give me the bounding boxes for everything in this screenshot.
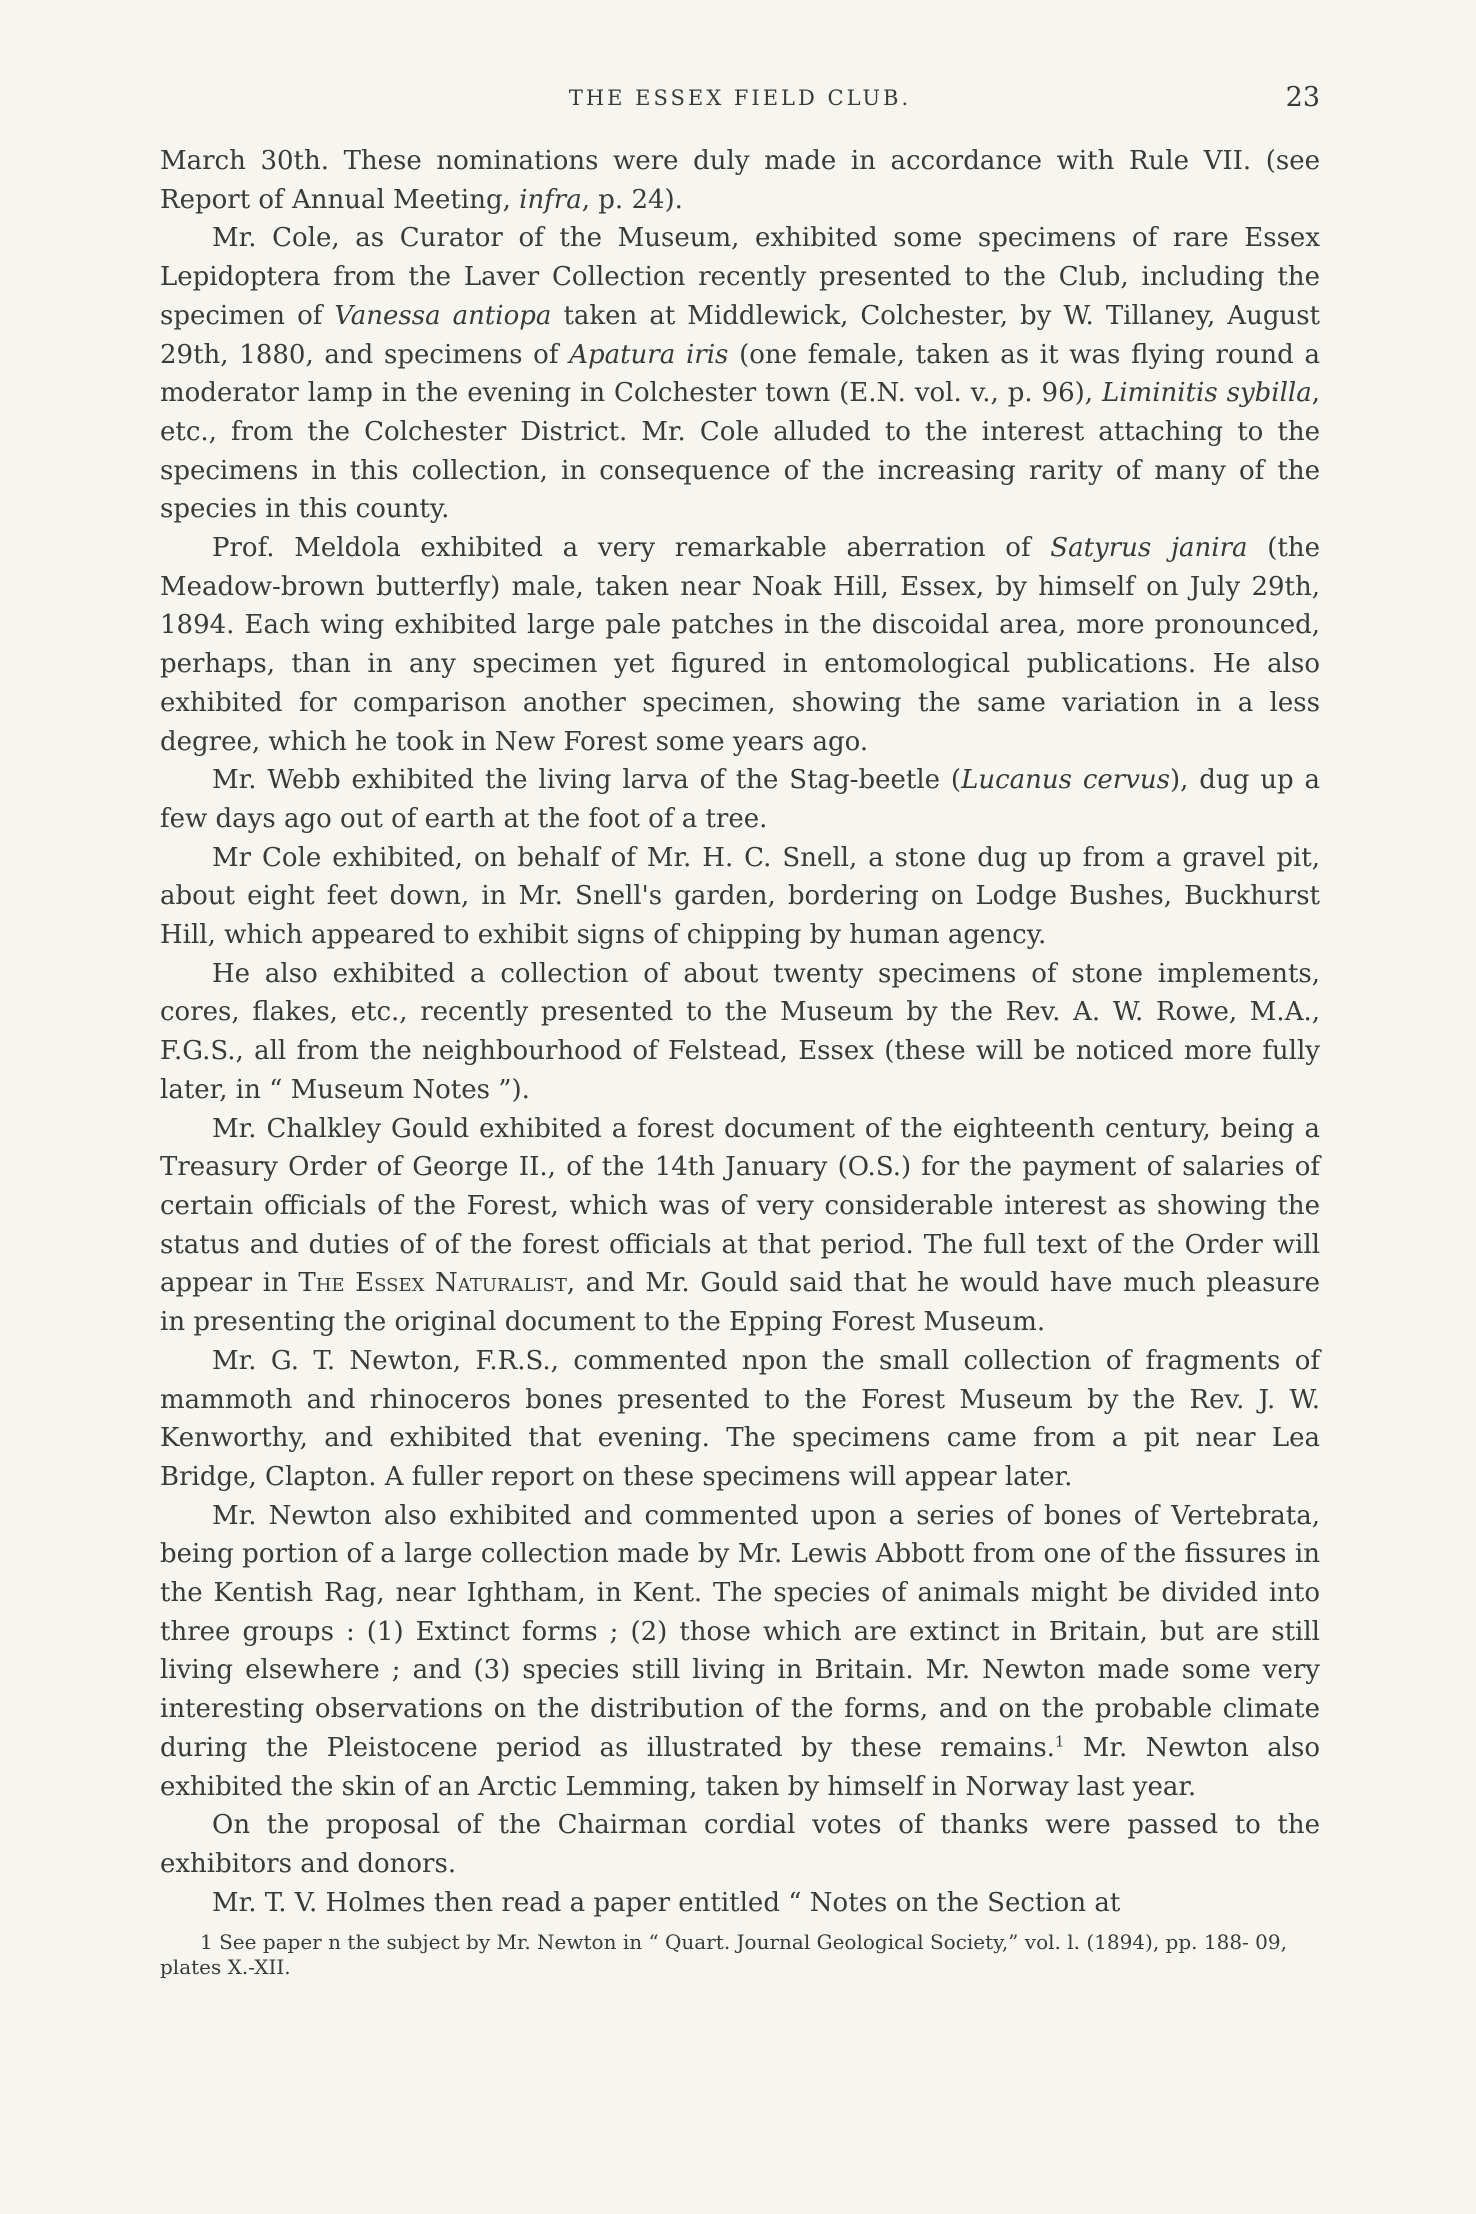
page-number: 23 xyxy=(1285,82,1320,113)
text-span: On the proposal of the Chairman cordial votes of thanks were passed to the exhibitors and donors. xyxy=(160,1810,1320,1879)
italic-span: Apatura iris xyxy=(569,339,729,370)
paragraph xyxy=(160,219,1320,529)
paragraph xyxy=(160,761,1320,838)
paragraph xyxy=(160,1806,1320,1883)
text-span: Mr. Cole, as Curator of the Museum, exhibited some specimens of rare Essex Lepidoptera from the Laver Collection recently presented to the Club, including the specimen of xyxy=(160,223,1320,331)
text-span: Mr. G. T. Newton, F.R.S., commented npon the small collection of fragments of mammoth and rhinoceros bones presented to the Forest Museum by the Rev. J. W. Kenworthy, and exhibited that evening. The specimens came from a pit near Lea Bridge, Clapton. A fuller report on these specimens will appear later. xyxy=(160,1345,1320,1492)
text-span: 1 See paper n the subject by Mr. Newton in “ Quart. Journal Geological Society,” vol. l. (1894), pp. 188- 09, plates X.-XII. xyxy=(160,1930,1287,1980)
book-page xyxy=(160,80,1320,1980)
text-span: Mr. T. V. Holmes then read a paper entitled “ Notes on the Section at xyxy=(212,1887,1121,1918)
italic-span: Satyrus janira xyxy=(1050,533,1248,564)
italic-span: infra xyxy=(519,184,582,215)
paragraph xyxy=(160,529,1320,761)
italic-span: Lucanus cervus xyxy=(961,765,1171,796)
paragraph xyxy=(160,839,1320,955)
running-title: THE ESSEX FIELD CLUB. xyxy=(568,86,912,110)
text-span: Mr. Newton also exhibited the skin of an Arctic Lemming, taken by himself in Norway last year. xyxy=(160,1732,1320,1802)
text-span: , and Mr. Gould said that he would have much pleasure in presenting the original document to the Epping Forest Museum. xyxy=(160,1268,1320,1338)
paragraph xyxy=(160,1497,1320,1807)
text-span: Mr Cole exhibited, on behalf of Mr. H. C. Snell, a stone dug up from a gravel pit, about eight feet down, in Mr. Snell's garden, bordering on Lodge Bushes, Buckhurst Hill, which appeared to exhibit signs of chipping by human agency. xyxy=(160,842,1320,951)
text-span: (the Meadow-brown butterfly) male, taken near Noak Hill, Essex, by himself on July 29th, 1894. Each wing exhibited large pale patches in the discoidal area, more pronounced, perhaps, than in any specimen yet figured in entomological publications. He also exhibited for comparison another specimen, showing the same variation in a less degree, which he took in New Forest some years ago. xyxy=(160,533,1320,757)
paragraph xyxy=(160,955,1320,1110)
body-text xyxy=(160,142,1320,1922)
text-span: Mr. Newton also exhibited and commented upon a series of bones of Vertebrata, being portion of a large collection made by Mr. Lewis Abbott from one of the fissures in the Kentish Rag, near Ightham, in Kent. The species of animals might be divided into three groups : (1) Extinct forms ; (2) those which are extinct in Britain, but are still living elsewhere ; and (3) species still living in Britain. Mr. Newton made some very interesting observations on the distribution of the forms, and on the probable climate during the Pleistocene period as illustrated by these remains. xyxy=(160,1500,1320,1763)
italic-span: Liminitis sybilla xyxy=(1101,378,1312,409)
text-span: He also exhibited a collection of about twenty specimens of stone implements, cores, flakes, etc., recently presented to the Museum by the Rev. A. W. Rowe, M.A., F.G.S., all from the neighbourhood of Felstead, Essex (these will be noticed more fully later, in “ Museum Notes ”). xyxy=(160,958,1320,1105)
footnotes xyxy=(160,1930,1320,1980)
paragraph xyxy=(160,1884,1320,1923)
text-span: Prof. Meldola exhibited a very remarkable aberration of xyxy=(212,533,1051,564)
running-head xyxy=(160,80,1320,120)
small-caps-span: The Essex Naturalist xyxy=(298,1268,567,1299)
italic-span: Vanessa antiopa xyxy=(334,300,552,331)
text-span: March 30th. These nominations were duly made in accordance with Rule VII. (see Report of Annual Meeting, xyxy=(160,146,1320,215)
footnote-ref: 1 xyxy=(1054,1732,1065,1751)
text-span: , p. 24). xyxy=(581,184,683,215)
text-span: (one female, taken as it was flying round a moderator lamp in the evening in Colchester town (E.N. vol. v., p. 96), xyxy=(160,339,1321,409)
text-span: taken at Middlewick, Colchester, by W. Tillaney, August 29th, 1880, and specimens of xyxy=(160,300,1320,370)
text-span: Mr. Webb exhibited the living larva of the Stag-beetle ( xyxy=(212,765,962,796)
footnote xyxy=(160,1930,1320,1980)
text-span: ), dug up a few days ago out of earth at the foot of a tree. xyxy=(160,765,1321,834)
paragraph xyxy=(160,1110,1320,1342)
text-span: Mr. Chalkley Gould exhibited a forest document of the eighteenth century, being a Treasury Order of George II., of the 14th January (O.S.) for the payment of salaries of certain officials of the Forest, which was of very considerable interest as showing the status and duties of of the forest officials at that period. The full text of the Order will appear in xyxy=(160,1113,1320,1299)
paragraph xyxy=(160,142,1320,219)
paragraph xyxy=(160,1342,1320,1497)
text-span: , etc., from the Colchester District. Mr. Cole alluded to the interest attaching to the specimens in this collection, in consequence of the increasing rarity of many of the species in this county. xyxy=(160,378,1320,525)
